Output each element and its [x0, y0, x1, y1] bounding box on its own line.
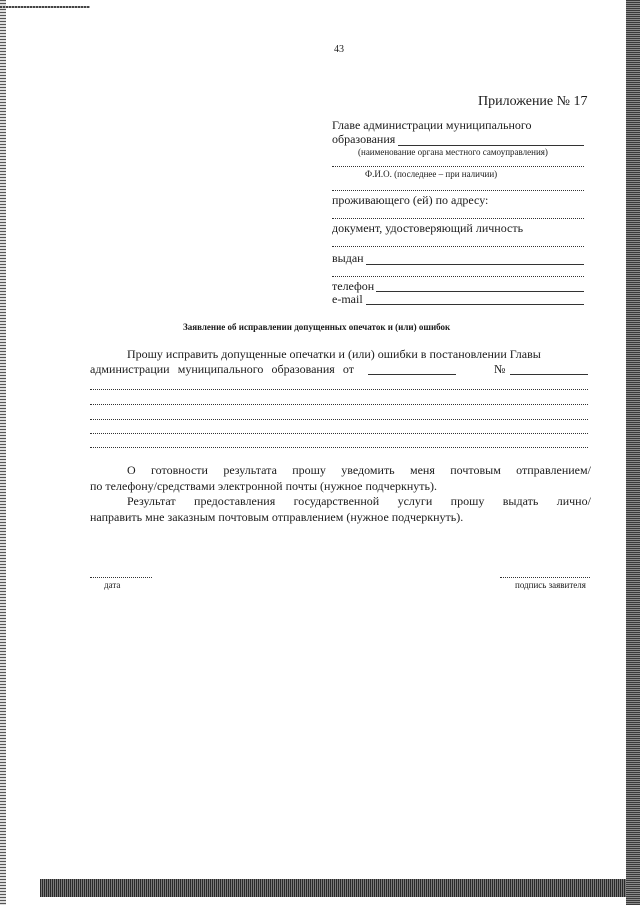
phone-field[interactable] [376, 291, 584, 292]
readiness-word: О [127, 463, 136, 477]
document-title: Заявление об исправлении допущенных опечаток и (или) ошибок [183, 322, 451, 332]
address-field[interactable] [332, 218, 584, 219]
scan-edge-bottom [40, 879, 626, 897]
result-word: предоставления [194, 494, 276, 508]
addressee-line1: Главе администрации муниципального [332, 118, 532, 132]
signature-label: подпись заявителя [515, 580, 586, 590]
id-doc-field[interactable] [332, 246, 584, 247]
request-word: муниципального [177, 362, 264, 376]
result-word: выдать [502, 494, 539, 508]
error-text-line-2[interactable] [90, 404, 588, 405]
page-number: 43 [334, 44, 344, 55]
addressee-line2: образования [332, 132, 396, 146]
decree-date-field[interactable] [368, 374, 456, 375]
error-text-line-5[interactable] [90, 447, 588, 448]
readiness-word: прошу [292, 463, 326, 477]
result-line2: направить мне заказным почтовым отправлением (нужное подчеркнуть). [90, 510, 464, 524]
scan-top-mark [0, 6, 90, 8]
result-word: услуги [397, 494, 433, 508]
date-label: дата [104, 580, 121, 590]
signature-field[interactable] [500, 577, 590, 578]
result-line1 [127, 493, 591, 509]
fio-field[interactable] [332, 166, 584, 167]
error-text-line-3[interactable] [90, 419, 588, 420]
date-field[interactable] [90, 577, 152, 578]
readiness-line2: по телефону/средствами электронной почты (нужное подчеркнуть). [90, 479, 437, 493]
scan-edge-left [0, 0, 6, 905]
phone-label: телефон [332, 279, 375, 293]
issued-field[interactable] [366, 264, 584, 265]
residing-label: проживающего (ей) по адресу: [332, 193, 489, 207]
number-sign: № [494, 362, 506, 376]
appendix-label: Приложение № 17 [478, 94, 588, 109]
readiness-word: результата [223, 463, 277, 477]
readiness-word: уведомить [341, 463, 395, 477]
result-word: прошу [450, 494, 485, 508]
result-word: Результат [127, 494, 176, 508]
result-word: лично/ [556, 494, 591, 508]
request-line2 [90, 361, 354, 377]
result-word: государственной [293, 494, 380, 508]
decree-number-field[interactable] [510, 374, 588, 375]
readiness-word: готовности [151, 463, 208, 477]
scan-edge-right [626, 0, 640, 905]
issued-field-2[interactable] [332, 276, 584, 277]
email-label: e-mail [332, 292, 363, 306]
readiness-line1 [127, 462, 591, 478]
request-word: администрации [90, 362, 170, 376]
request-word: от [342, 362, 354, 376]
blank-line-1[interactable] [332, 190, 584, 191]
request-word: образования [271, 362, 335, 376]
id-doc-label: документ, удостоверяющий личность [332, 221, 524, 235]
request-line1: Прошу исправить допущенные опечатки и (или) ошибки в постановлении Главы [127, 347, 541, 361]
org-hint: (наименование органа местного самоуправления) [358, 147, 548, 157]
readiness-word: почтовым [450, 463, 501, 477]
fio-hint: Ф.И.О. (последнее – при наличии) [365, 169, 498, 179]
issued-label: выдан [332, 251, 364, 265]
org-name-field[interactable] [398, 145, 584, 146]
error-text-line-1[interactable] [90, 389, 588, 390]
error-text-line-4[interactable] [90, 433, 588, 434]
readiness-word: отправлением/ [516, 463, 591, 477]
readiness-word: меня [410, 463, 435, 477]
email-field[interactable] [366, 304, 584, 305]
